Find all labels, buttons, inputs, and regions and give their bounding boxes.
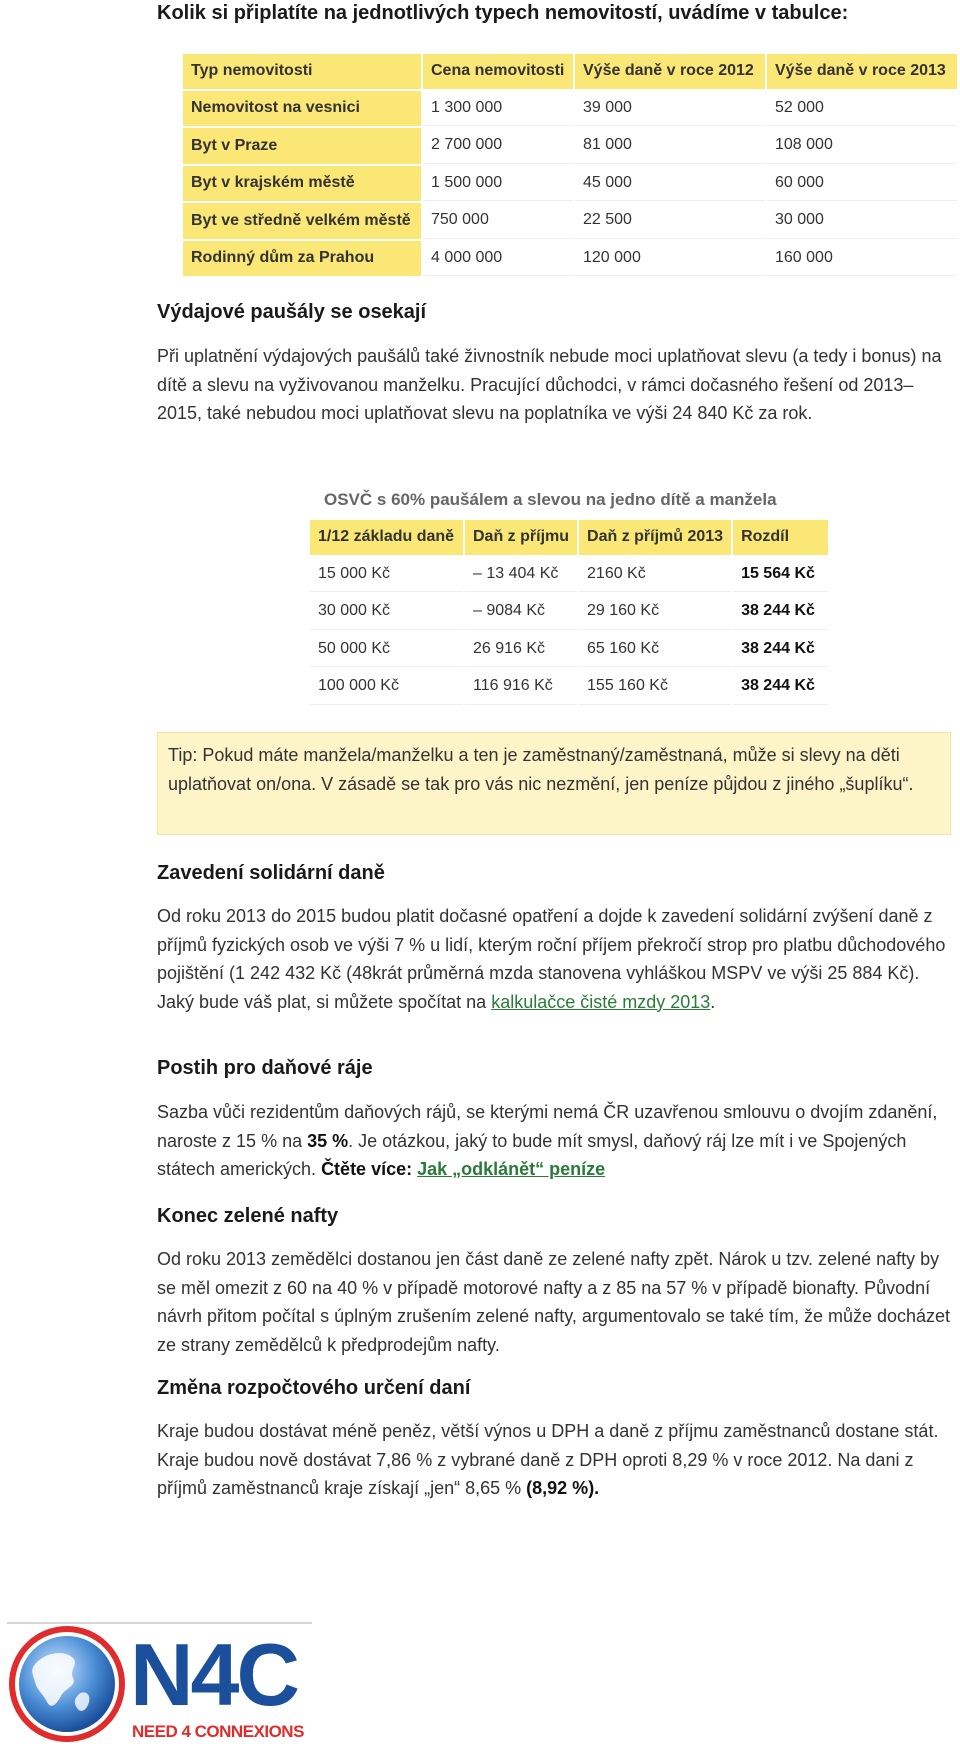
tip-text: Tip: Pokud máte manžela/manželku a ten je zaměstnaný/zaměstnaná, může si slevy na děti uplatňovat on/ona. V zásadě se tak pro vás nic nezmění, jen peníze půjdou z jiného „šuplíku“. bbox=[168, 745, 914, 794]
bold-text: 35 % bbox=[307, 1130, 349, 1151]
section-text-part: Kraje budou dostávat méně peněz, větší výnos u DPH a daně z příjmu zaměstnanců dostane stát. Kraje budou nově dostávat 7,86 % z vybrané daně z DPH oproti 8,29 % v roce 2012. Na dani z příjmů zaměstnanců kraje získají „jen“ 8,65 % bbox=[157, 1421, 939, 1498]
tip-box bbox=[157, 732, 951, 835]
section-text-tax-havens bbox=[157, 1098, 957, 1184]
table-row bbox=[183, 241, 957, 277]
table-cell: 116 916 Kč bbox=[465, 669, 577, 705]
table-cell: – 13 404 Kč bbox=[465, 557, 577, 593]
property-tax-table bbox=[181, 52, 959, 278]
section-heading-budget-allocation: Změna rozpočtového určení daní bbox=[157, 1377, 471, 1399]
table-cell: 38 244 Kč bbox=[733, 632, 828, 668]
table-cell: 15 564 Kč bbox=[733, 557, 828, 593]
row-header: Byt ve středně velkém městě bbox=[183, 203, 421, 239]
section-text-part: Od roku 2013 do 2015 budou platit dočasné opatření a dojde k zavedení solidární zvýšení daně z příjmů fyzických osob ve výši 7 % u lidí, kterým roční příjem překročí strop pro platbu důchodového pojištění (1 242 432 Kč (48krát průměrná mzda stanovena vyhláškou MSPV ve výši 25 884 Kč). Jaký bude váš plat, si můžete spočítat na bbox=[157, 906, 946, 1012]
section-text-part: . bbox=[710, 991, 716, 1012]
section-text-flat-rate: Při uplatnění výdajových paušálů také živnostník nebude moci uplatňovat slevu (a tedy i bonus) na dítě a slevu na vyživovanou manželku. Pracující důchodci, v rámci dočasného řešení od 2013–2015, také nebudou moci uplatňovat slevu na poplatníka ve výši 24 840 Kč za rok. bbox=[157, 346, 942, 423]
logo-wordmark: N4C bbox=[130, 1625, 298, 1724]
table-cell: 81 000 bbox=[575, 128, 765, 164]
section-heading-tax-havens: Postih pro daňové ráje bbox=[157, 1057, 373, 1079]
table-cell: 108 000 bbox=[767, 128, 957, 164]
section-text-green-diesel: Od roku 2013 zemědělci dostanou jen část daně ze zelené nafty zpět. Nárok u tzv. zelené nafty by se měl omezit z 60 na 40 % v případě motorové nafty a z 85 na 57 % v případě bionafty. Původní návrh přitom počítal s úplným zrušením zelené nafty, argumentovalo se také tím, že může docházet ze strany zemědělců k předprodejům nafty. bbox=[157, 1249, 951, 1355]
table-row bbox=[310, 594, 828, 630]
table-cell: 1 500 000 bbox=[423, 166, 573, 202]
row-header: Byt v Praze bbox=[183, 128, 421, 164]
table-row bbox=[310, 669, 828, 705]
section-text-budget-allocation bbox=[157, 1417, 957, 1503]
table-cell: 45 000 bbox=[575, 166, 765, 202]
osvc-table bbox=[308, 518, 830, 707]
table-cell: 60 000 bbox=[767, 166, 957, 202]
table-cell: 155 160 Kč bbox=[579, 669, 731, 705]
table-cell: 160 000 bbox=[767, 241, 957, 277]
table-cell: 26 916 Kč bbox=[465, 632, 577, 668]
col-header-price: Cena nemovitosti bbox=[423, 54, 573, 89]
globe-icon bbox=[7, 1624, 127, 1744]
section-text-part: Sazba vůči rezidentům daňových rájů, se kterými nemá ČR uzavřenou smlouvu o dvojím zdanění, naroste z 15 % na bbox=[157, 1102, 938, 1151]
net-salary-calculator-link[interactable]: kalkulačce čisté mzdy 2013 bbox=[491, 991, 711, 1012]
section-heading-flat-rate: Výdajové paušály se osekají bbox=[157, 301, 427, 323]
table-cell: 50 000 Kč bbox=[310, 632, 463, 668]
table-cell: 29 160 Kč bbox=[579, 594, 731, 630]
intro-heading: Kolik si připlatíte na jednotlivých typech nemovitostí, uvádíme v tabulce: bbox=[157, 2, 849, 24]
table-cell: 120 000 bbox=[575, 241, 765, 277]
table-cell: 15 000 Kč bbox=[310, 557, 463, 593]
row-header: Nemovitost na vesnici bbox=[183, 91, 421, 127]
table-cell: 38 244 Kč bbox=[733, 669, 828, 705]
section-heading-green-diesel: Konec zelené nafty bbox=[157, 1205, 339, 1227]
col-header-base: 1/12 základu daně bbox=[310, 520, 463, 555]
table-cell: 65 160 Kč bbox=[579, 632, 731, 668]
col-header-difference: Rozdíl bbox=[733, 520, 828, 555]
table-cell: 30 000 Kč bbox=[310, 594, 463, 630]
osvc-table-caption: OSVČ s 60% paušálem a slevou na jedno dítě a manžela bbox=[324, 490, 777, 509]
table-row bbox=[183, 128, 957, 164]
table-row bbox=[183, 203, 957, 239]
col-header-tax-2013: Daň z příjmů 2013 bbox=[579, 520, 731, 555]
col-header-tax: Daň z příjmu bbox=[465, 520, 577, 555]
table-header-row bbox=[310, 520, 828, 555]
table-cell: 4 000 000 bbox=[423, 241, 573, 277]
table-row bbox=[183, 166, 957, 202]
col-header-2012: Výše daně v roce 2012 bbox=[575, 54, 765, 89]
table-header-row bbox=[183, 54, 957, 89]
table-cell: 38 244 Kč bbox=[733, 594, 828, 630]
table-row bbox=[310, 557, 828, 593]
col-header-2013: Výše daně v roce 2013 bbox=[767, 54, 957, 89]
read-more-link[interactable]: Jak „odklánět“ peníze bbox=[417, 1159, 606, 1179]
table-cell: 52 000 bbox=[767, 91, 957, 127]
read-more-label: Čtěte více: bbox=[321, 1159, 418, 1179]
logo-tagline: NEED 4 CONNEXIONS bbox=[132, 1722, 304, 1741]
section-text-part: . Je otázkou, jaký to bude mít smysl, daňový ráj lze mít i ve Spojených státech amerických. bbox=[157, 1130, 907, 1179]
table-cell: 750 000 bbox=[423, 203, 573, 239]
table-cell: 1 300 000 bbox=[423, 91, 573, 127]
table-cell: – 9084 Kč bbox=[465, 594, 577, 630]
row-header: Rodinný dům za Prahou bbox=[183, 241, 421, 277]
section-heading-solidarity-tax: Zavedení solidární daně bbox=[157, 862, 385, 884]
table-cell: 100 000 Kč bbox=[310, 669, 463, 705]
table-row bbox=[183, 91, 957, 127]
table-cell: 39 000 bbox=[575, 91, 765, 127]
row-header: Byt v krajském městě bbox=[183, 166, 421, 202]
bold-text: (8,92 %). bbox=[526, 1478, 600, 1498]
table-cell: 2 700 000 bbox=[423, 128, 573, 164]
table-row bbox=[310, 632, 828, 668]
section-text-solidarity-tax bbox=[157, 902, 957, 1016]
table-cell: 30 000 bbox=[767, 203, 957, 239]
table-cell: 22 500 bbox=[575, 203, 765, 239]
col-header-type: Typ nemovitosti bbox=[183, 54, 421, 89]
table-cell: 2160 Kč bbox=[579, 557, 731, 593]
n4c-logo bbox=[2, 1622, 312, 1749]
